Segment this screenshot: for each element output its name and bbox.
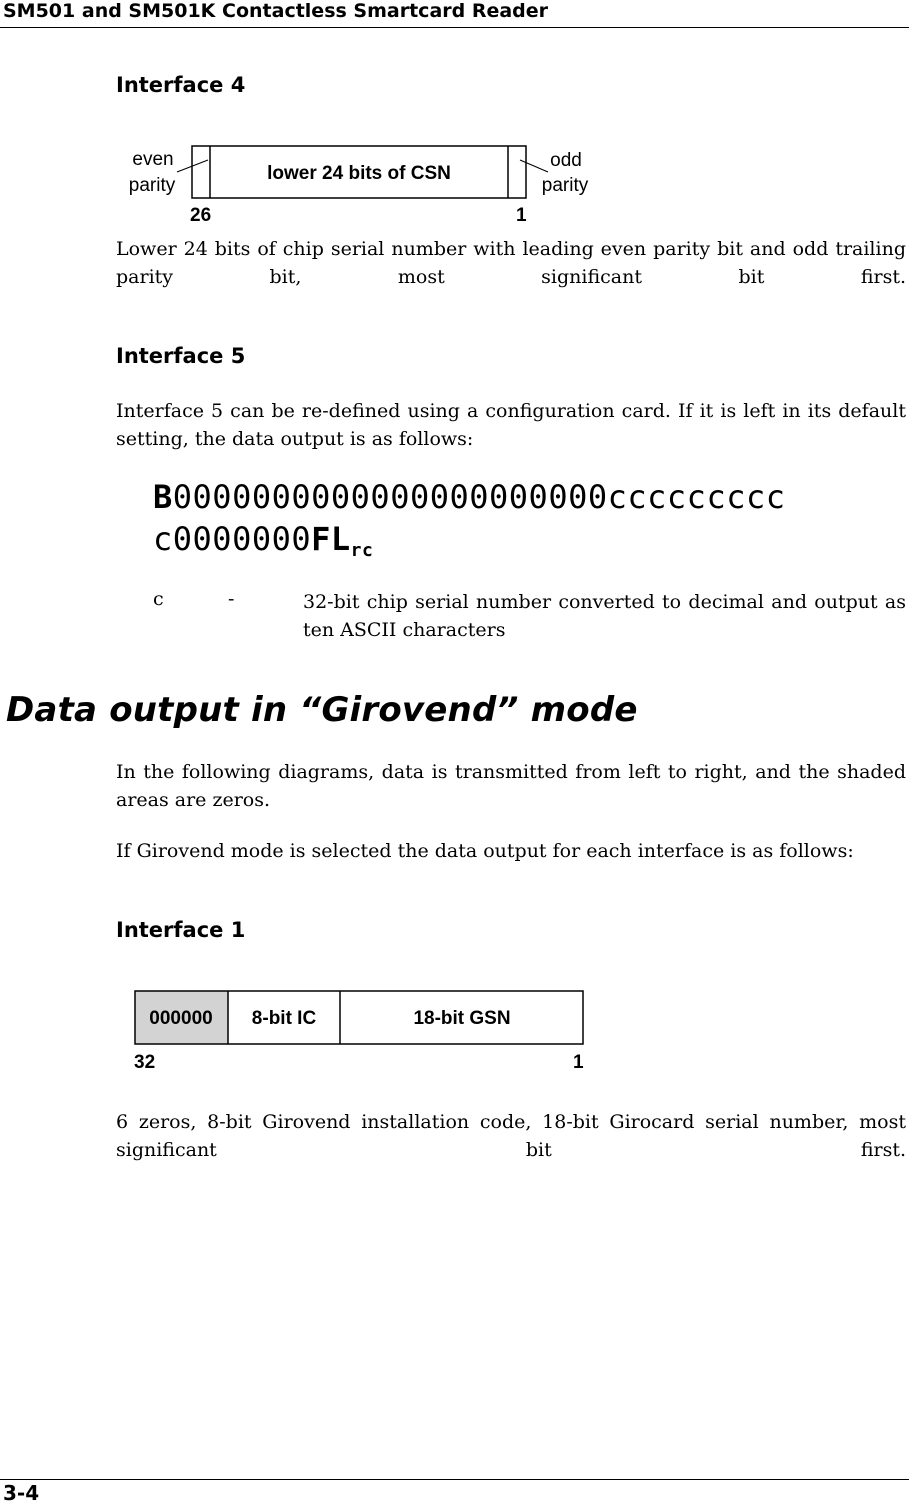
interface4-heading: Interface 4 [116, 73, 246, 97]
csn-field-label: lower 24 bits of CSN [267, 163, 451, 184]
document-title: SM501 and SM501K Contactless Smartcard Reader [3, 0, 549, 22]
parity-label-left: parity [128, 175, 176, 196]
interface5-description: Interface 5 can be re-defined using a configuration card. If it is left in its default setting, the data output is as follows: [116, 400, 906, 450]
section-heading-girovend: Data output in “Girovend” mode [6, 690, 638, 730]
format-line-1 [153, 478, 786, 516]
definition-term: c [153, 588, 164, 610]
odd-label: odd [550, 150, 582, 171]
page-header [0, 0, 909, 28]
definition-dash: - [228, 588, 235, 610]
format-start-char: B [153, 478, 173, 516]
interface4-description: Lower 24 bits of chip serial number with leading even parity bit and odd trailing parity bit, most significant bit first. [116, 238, 906, 288]
gsn-cell-label: 18-bit GSN [413, 1008, 511, 1029]
bit-1-label: 1 [516, 205, 527, 226]
girovend-intro-paragraph: In the following diagrams, data is transmitted from left to right, and the shaded areas are zeros. [116, 761, 906, 811]
definition-text: 32-bit chip serial number converted to decimal and output as ten ASCII characters [303, 591, 906, 641]
format-line-2 [153, 520, 373, 561]
format-rc-subscript: rc [350, 540, 374, 561]
interface1-heading: Interface 1 [116, 918, 246, 942]
parity-label-right: parity [541, 175, 589, 196]
ic-cell-label: 8-bit IC [251, 1008, 317, 1029]
bit-32-label: 32 [134, 1052, 156, 1073]
zeros-cell-label: 000000 [149, 1008, 213, 1029]
format-c-char-2: c [153, 520, 173, 558]
interface5-heading: Interface 5 [116, 344, 246, 368]
page-number: 3-4 [3, 1481, 40, 1505]
format-zeros-2: 0000000 [172, 520, 312, 558]
bit-26-label: 26 [190, 205, 212, 226]
interface4-bit-diagram [120, 140, 600, 235]
bit-1-label: 1 [573, 1052, 584, 1073]
girovend-mode-paragraph: If Girovend mode is selected the data output for each interface is as follows: [116, 840, 854, 862]
interface1-diagram-svg [130, 985, 590, 1080]
interface1-description: 6 zeros, 8-bit Girovend installation code, 18-bit Girocard serial number, most significant bit first. [116, 1111, 906, 1161]
interface1-bit-diagram [130, 985, 590, 1080]
format-fl-chars: FL [311, 520, 351, 558]
page-footer [0, 1479, 909, 1504]
interface4-diagram-svg [120, 140, 600, 235]
format-zeros-1: 0000000000000000000000 [172, 478, 608, 516]
format-c-chars-1: ccccccccc [607, 478, 786, 516]
even-label: even [132, 149, 174, 170]
